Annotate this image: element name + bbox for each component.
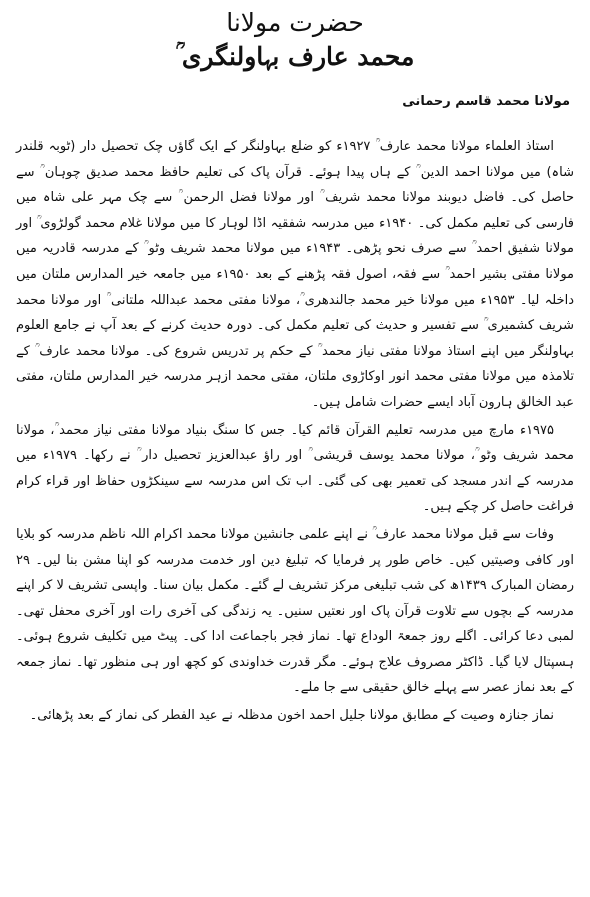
article-title xyxy=(0,6,590,74)
title-line-1: حضرت مولانا xyxy=(226,8,364,37)
article-body xyxy=(16,134,574,731)
paragraph-biography: استاذ العلماء مولانا محمد عارف ؒ ۱۹۲۷ء کو ضلع بہاولنگر کے ایک گاؤں چک تحصیل دار (ٹوبہ قلندر شاہ) میں مولانا احمد الدین ؒ کے ہاں پیدا ہوئے۔ قرآن پاک کی تعلیم حافظ محمد صدیق چوہان ؒ سے حاصل کی۔ فاضل دیوبند مولانا محمد شریف ؒ اور مولانا فضل الرحمن ؒ سے چک مہر علی شاہ میں فارسی کی تعلیم مکمل کی۔ ۱۹۴۰ء میں مدرسہ شفقیہ اڈا لوہار کا میں مولانا غلام محمد گولڑوی ؒ اور مولانا شفیق احمد ؒ سے صرف نحو پڑھی۔ ۱۹۴۳ء میں مولانا محمد شریف وٹو ؒ کے مدرسہ قادریہ میں مولانا مفتی بشیر احمد ؒ سے فقہ، اصول فقہ پڑھنے کے بعد ۱۹۵۰ء میں جامعہ خیر المدارس ملتان میں داخلہ لیا۔ ۱۹۵۳ء میں مولانا خیر محمد جالندھری ؒ، مولانا مفتی محمد عبداللہ ملتانی ؒ اور مولانا محمد شریف کشمیری ؒ سے تفسیر و حدیث کی تعلیم مکمل کی۔ دورہ حدیث کرنے کے بعد آپ نے جامع العلوم بہاولنگر میں اپنے استاذ مولانا مفتی نیاز محمد ؒ کے حکم پر تدریس شروع کی۔ مولانا محمد عارف ؒ کے تلامذہ میں مولانا مفتی محمد انور اوکاڑوی ملتان، مفتی محمد ازہر مدرسہ خیر المدارس ملتان، مفتی عبد الخالق ہارون آباد ایسے حضرات شامل ہیں۔ xyxy=(16,139,575,410)
paragraph-madrasa: ۱۹۷۵ء مارچ میں مدرسہ تعلیم القرآن قائم کیا۔ جس کا سنگ بنیاد مولانا مفتی نیاز محمد ؒ، مولانا محمد شریف وٹو ؒ، مولانا محمد یوسف قریشی ؒ اور راؤ عبدالعزیز تحصیل دار ؒ نے رکھا۔ ۱۹۷۹ء میں مدرسہ کے اندر مسجد کی تعمیر بھی کی گئی۔ اب تک اس مدرسہ سے سینکڑوں حفاظ اور قراء کرام فراغت حاصل کر چکے ہیں۔ xyxy=(16,422,575,515)
paragraph-funeral: نماز جنازہ وصیت کے مطابق مولانا جلیل احمد اخون مدظلہ نے عید الفطر کی نماز کے بعد پڑھائی۔ xyxy=(29,708,554,724)
title-line-2: محمد عارف بہاولنگری ؒ xyxy=(175,42,415,71)
author-name: مولانا محمد قاسم رحمانی xyxy=(402,94,570,109)
paragraph-death: وفات سے قبل مولانا محمد عارف ؒ نے اپنے علمی جانشین مولانا محمد اکرام اللہ ناظم مدرسہ کو بلایا اور کافی وصیتیں کیں۔ خاص طور پر فرمایا کہ تبلیغ دین اور خدمت مدرسہ کو اپنا مشن بنا لیں۔ ۲۹ رمضان المبارک ۱۴۳۹ھ کی شب تبلیغی مرکز تشریف لے گئے۔ مکمل بیان سنا۔ واپسی تشریف لا کر اپنے مدرسہ کے بچوں سے تلاوت قرآن پاک اور نعتیں سنیں۔ یہ زندگی کی آخری رات اور آخری محفل تھی۔ لمبی دعا کرائی۔ اگلے روز جمعۃ الوداع تھا۔ نماز فجر باجماعت ادا کی۔ پیٹ میں تکلیف شروع ہوئی۔ ہسپتال لایا گیا۔ ڈاکٹر مصروف علاج ہوئے۔ مگر قدرت خداوندی کو کچھ اور ہی منظور تھا۔ نماز جمعہ کے بعد نماز عصر سے پہلے خالق حقیقی سے جا ملے۔ xyxy=(16,526,574,696)
